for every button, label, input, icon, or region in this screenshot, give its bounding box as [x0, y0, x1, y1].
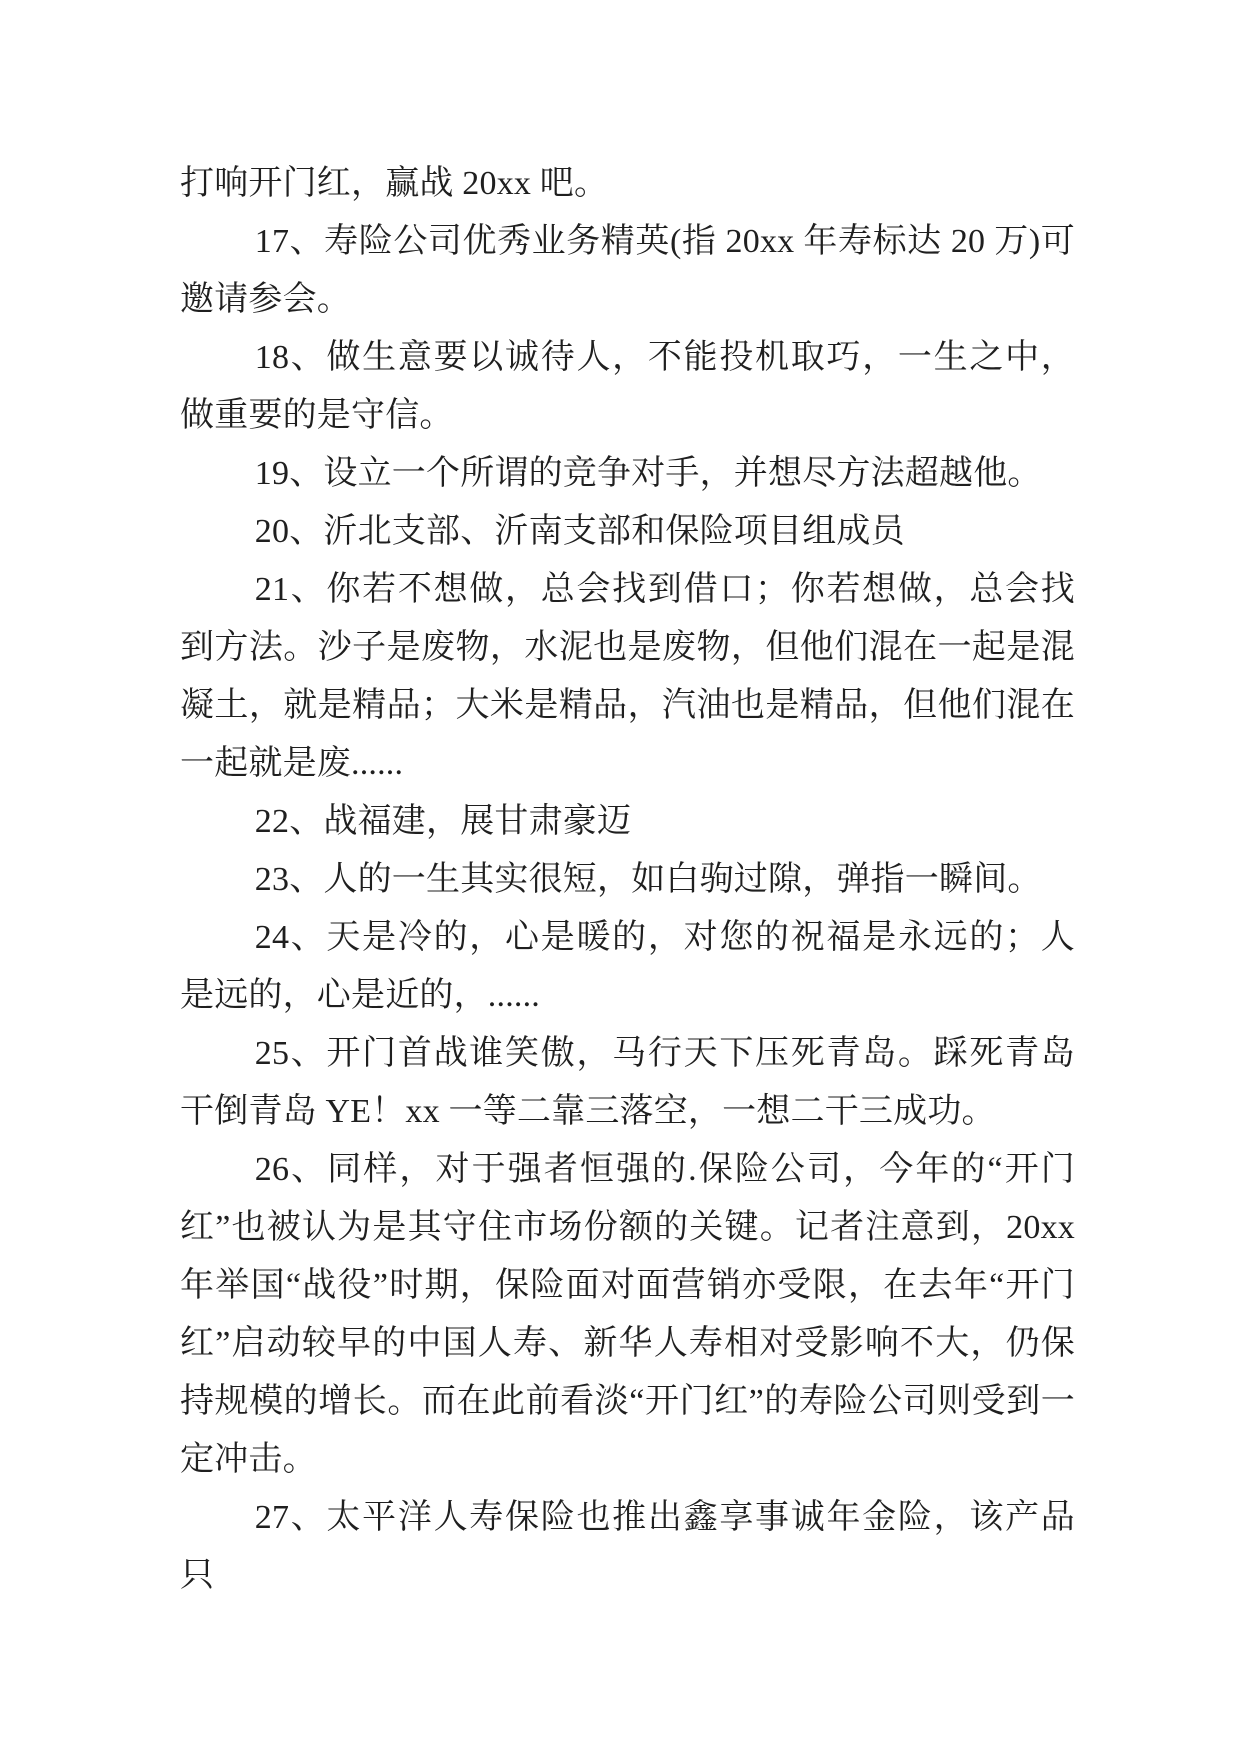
paragraph: 18、做生意要以诚待人，不能投机取巧，一生之中，做重要的是守信。 [180, 339, 1075, 434]
paragraph: 19、设立一个所谓的竞争对手，并想尽方法超越他。 [254, 455, 1042, 492]
paragraph: 25、开门首战谁笑傲，马行天下压死青岛。踩死青岛干倒青岛 YE！xx 一等二靠三落空，一想二干三成功。 [180, 1035, 1075, 1130]
paragraph: 20、沂北支部、沂南支部和保险项目组成员 [254, 513, 905, 550]
paragraph: 21、你若不想做，总会找到借口；你若想做，总会找到方法。沙子是废物，水泥也是废物，但他们混在一起是混凝土，就是精品；大米是精品，汽油也是精品，但他们混在一起就是废...... [180, 571, 1075, 782]
paragraph: 24、天是冷的，心是暖的，对您的祝福是永远的；人是远的，心是近的，...... [180, 919, 1075, 1014]
paragraph: 26、同样，对于强者恒强的.保险公司，今年的“开门红”也被认为是其守住市场份额的关键。记者注意到，20xx 年举国“战役”时期，保险面对面营销亦受限，在去年“开门红”启动较早的中国人寿、新华人寿相对受影响不大，仍保持规模的增长。而在此前看淡“开门红”的寿险公司则受到一定冲击。 [180, 1151, 1075, 1478]
paragraph: 27、太平洋人寿保险也推出鑫享事诚年金险，该产品只 [180, 1499, 1075, 1594]
paragraph: 打响开门红，赢战 20xx 吧。 [180, 165, 609, 202]
paragraph: 17、寿险公司优秀业务精英(指 20xx 年寿标达 20 万)可邀请参会。 [180, 223, 1075, 318]
paragraph: 23、人的一生其实很短，如白驹过隙，弹指一瞬间。 [254, 861, 1042, 898]
paragraph: 22、战福建，展甘肃豪迈 [254, 803, 632, 840]
document-text-body [180, 155, 1075, 1605]
